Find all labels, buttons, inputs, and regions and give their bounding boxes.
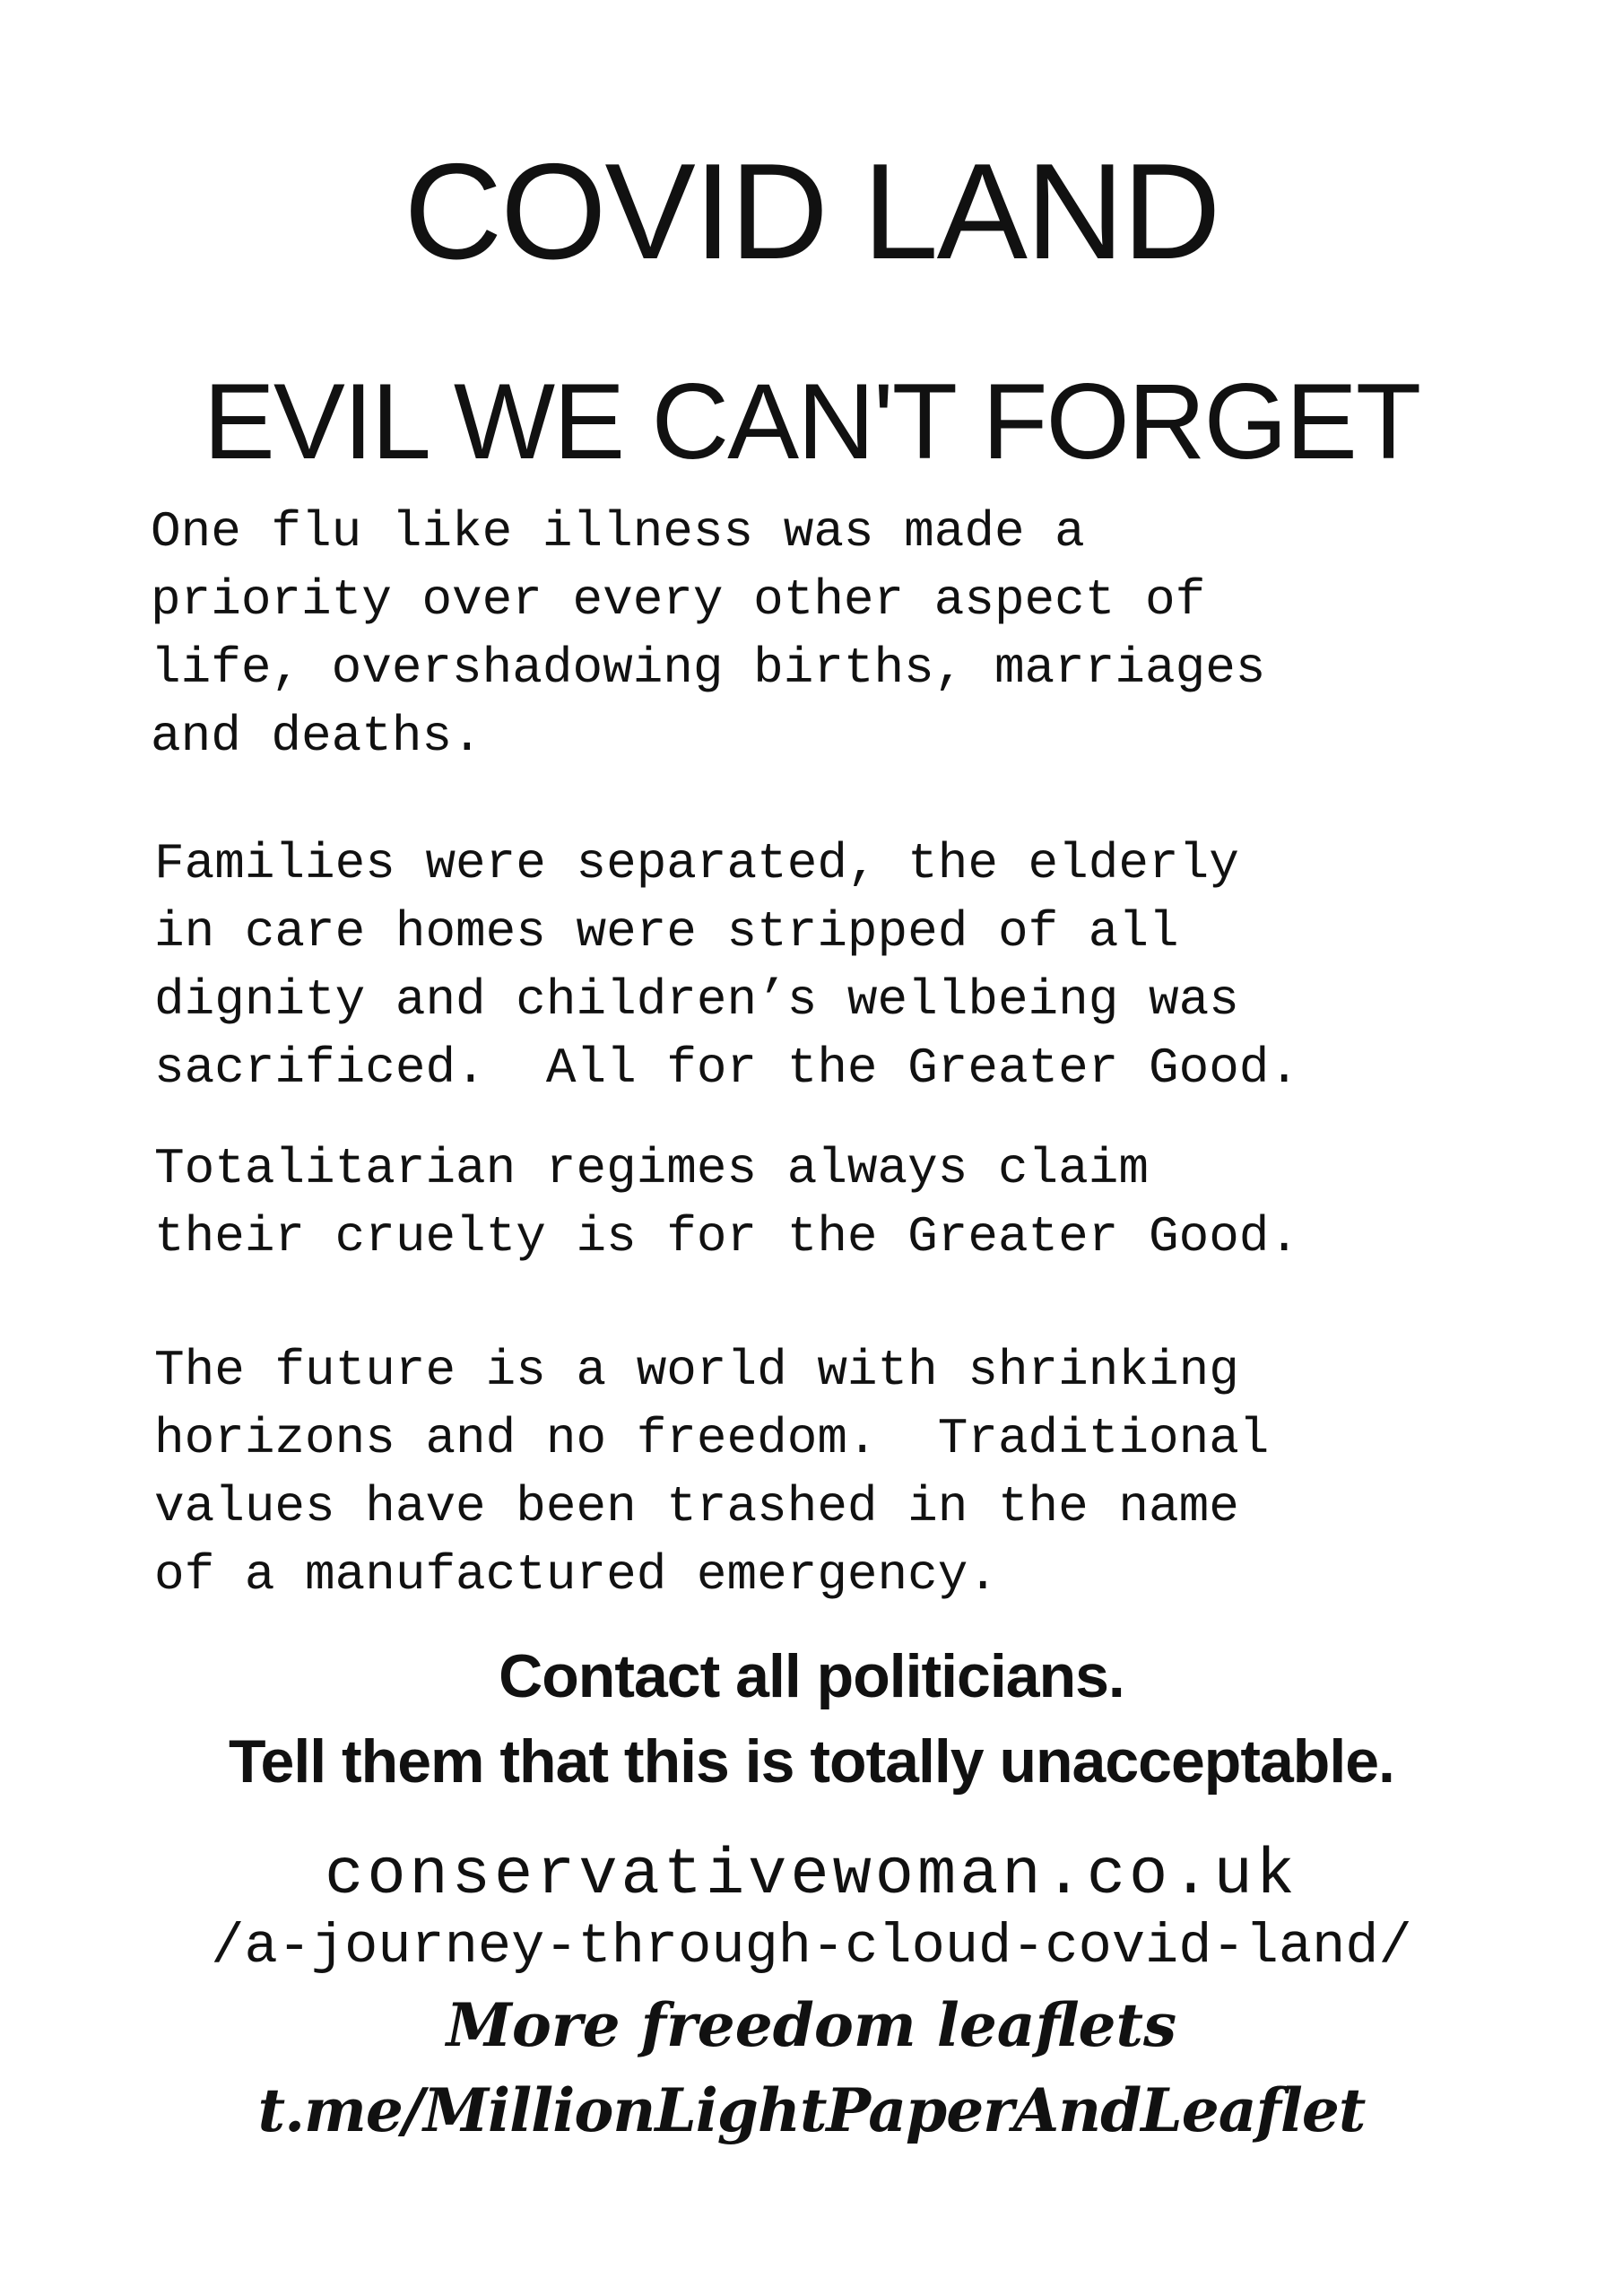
paragraph-totalitarian-regimes: Totalitarian regimes always claim their cruelty is for the Greater Good. — [154, 1140, 1300, 1265]
leaflet-title: COVID LAND — [404, 135, 1219, 288]
more-leaflets-label: More freedom leaflets — [446, 1990, 1177, 2060]
call-to-action-tell: Tell them that this is totally unacceptable. — [229, 1727, 1394, 1796]
paragraph-future-no-freedom: The future is a world with shrinking horizons and no freedom. Traditional values have been trashed in the name of a manufactured emergency. — [154, 1342, 1270, 1604]
more-leaflets-link: t.me/MillionLightPaperAndLeaflet — [257, 2075, 1366, 2145]
call-to-action-contact: Contact all politicians. — [499, 1642, 1124, 1710]
source-link-domain: conservativewoman.co.uk — [325, 1839, 1298, 1912]
paragraph-flu-priority: One flu like illness was made a priority over every other aspect of life, overshadowing births, marriages and deaths. — [151, 503, 1266, 765]
paragraph-families-separated: Families were separated, the elderly in care homes were stripped of all dignity and children’s wellbeing was sacrificed. All for the Greater Good. — [154, 835, 1300, 1097]
leaflet-subtitle: EVIL WE CAN'T FORGET — [203, 361, 1420, 482]
source-link-path: /a-journey-through-cloud-covid-land/ — [211, 1915, 1412, 1979]
